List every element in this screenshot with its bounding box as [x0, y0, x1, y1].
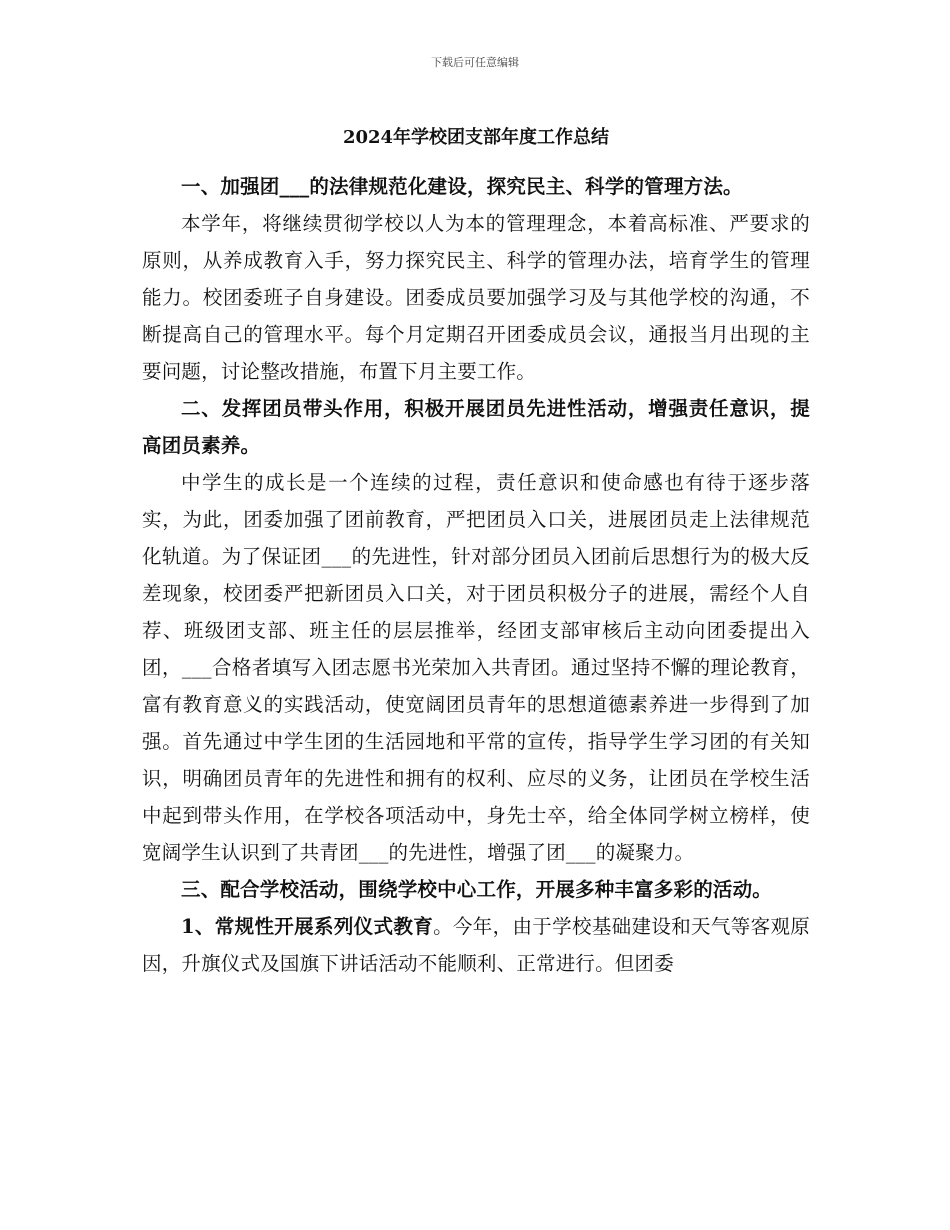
- section-2-paragraph: 中学生的成长是一个连续的过程，责任意识和使命感也有待于逐步落实，为此，团委加强了团前教育，严把团员入口关，进展团员走上法律规范化轨道。为了保证团___的先进性，针对部分团员入团前后思想行为的极大反差现象，校团委严把新团员入口关，对于团员积极分子的进展，需经个人自荐、班级团支部、班主任的层层推举，经团支部审核后主动向团委提出入团，___合格者填写入团志愿书光荣加入共青团。通过坚持不懈的理论教育，富有教育意义的实践活动，使宽阔团员青年的思想道德素养进一步得到了加强。首先通过中学生团的生活园地和平常的宣传，指导学生学习团的有关知识，明确团员青年的先进性和拥有的权利、应尽的义务，让团员在学校生活中起到带头作用，在学校各项活动中，身先士卒，给全体同学树立榜样，使宽阔学生认识到了共青团___的先进性，增强了团___的凝聚力。: [142, 471, 810, 864]
- section-1-paragraph: 本学年，将继续贯彻学校以人为本的管理理念，本着高标准、严要求的原则，从养成教育入手，努力探究民主、科学的管理办法，培育学生的管理能力。校团委班子自身建设。团委成员要加强学习及与其他学校的沟通，不断提高自己的管理水平。每个月定期召开团委成员会议，通报当月出现的主要问题，讨论整改措施，布置下月主要工作。: [142, 212, 810, 383]
- section-3-item-1-body: 。今年，由于学校基础建设和天气等客观原因，升旗仪式及国旗下讲话活动不能顺利、正常进行。但团委: [142, 915, 810, 975]
- section-1-heading: 一、加强团___的法律规范化建设，探究民主、科学的管理方法。: [181, 175, 743, 198]
- section-2-heading: 二、发挥团员带头作用，积极开展团员先进性活动，增强责任意识，提高团员素养。: [142, 397, 810, 457]
- section-3-item-1-lead: 1、常规性开展系列仪式教育: [181, 915, 434, 938]
- section-3-item-1: [142, 908, 810, 982]
- section-3-heading: 三、配合学校活动，围绕学校中心工作，开展多种丰富多彩的活动。: [181, 878, 773, 901]
- page-header-note: 下载后可任意编辑: [431, 56, 519, 69]
- document-body: [142, 122, 810, 982]
- document-title: 2024年学校团支部年度工作总结: [342, 127, 610, 148]
